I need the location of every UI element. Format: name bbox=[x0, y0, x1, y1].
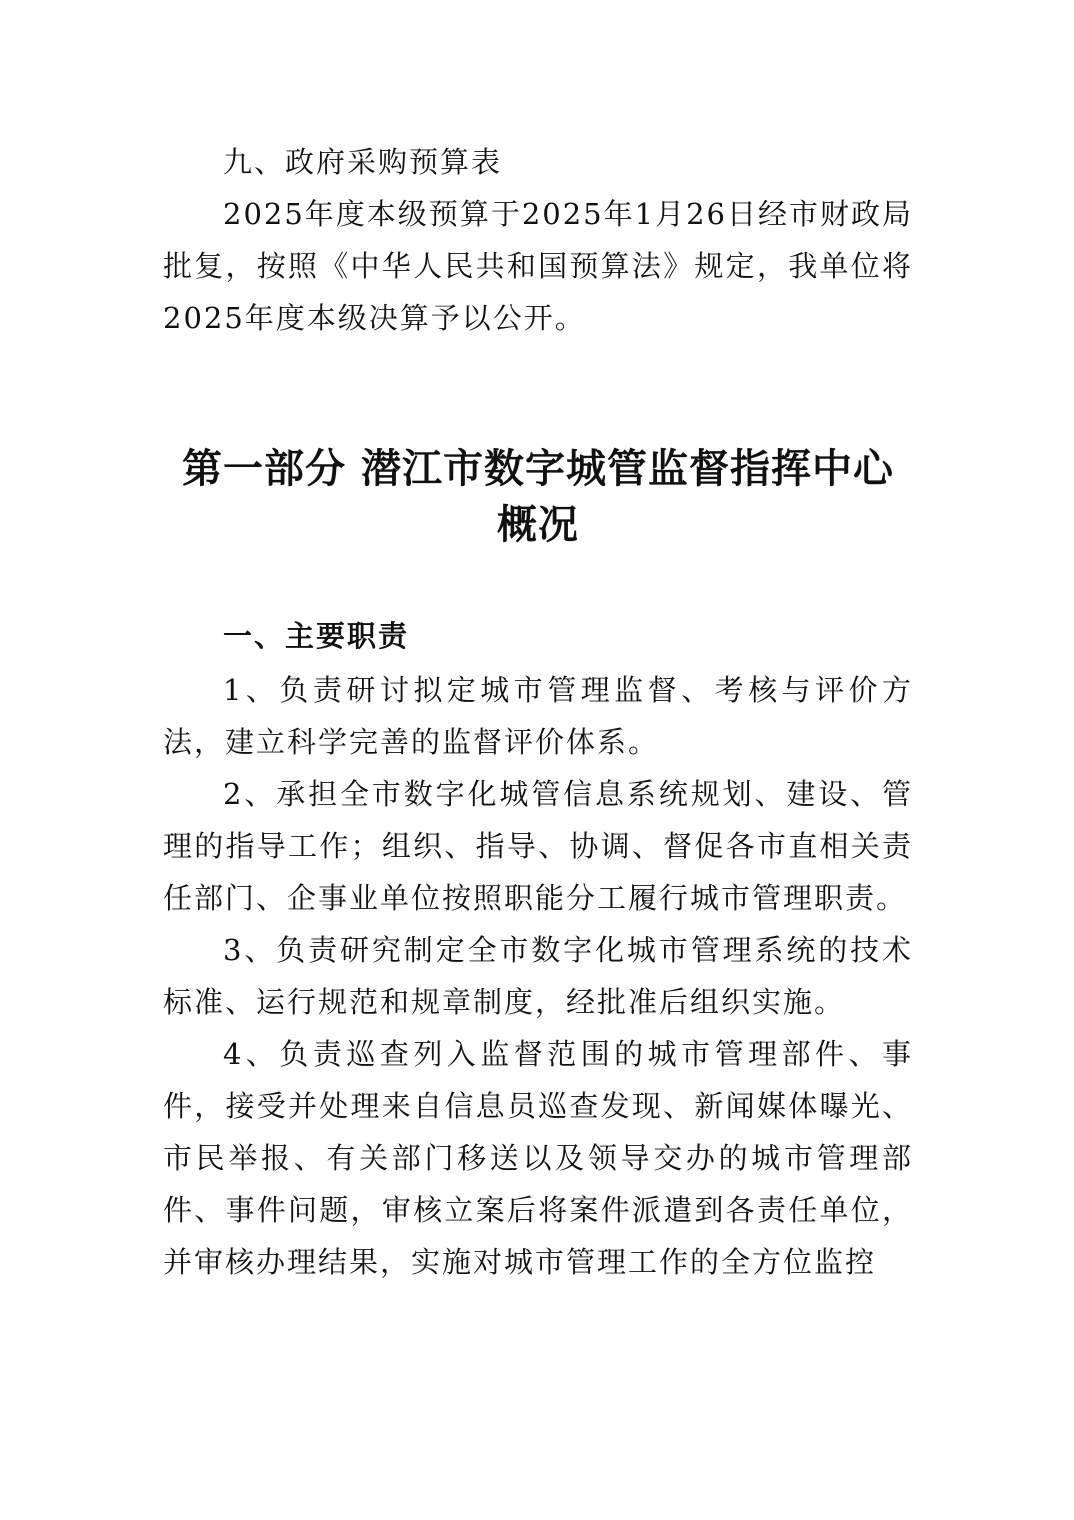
duty-item-1: 1、负责研讨拟定城市管理监督、考核与评价方法，建立科学完善的监督评价体系。 bbox=[163, 673, 913, 759]
intro-paragraph: 2025年度本级预算于2025年1月26日经市财政局批复，按照《中华人民共和国预算法》规定，我单位将2025年度本级决算予以公开。 bbox=[163, 197, 913, 335]
section-heading-main-duties: 一、主要职责 bbox=[223, 619, 410, 653]
part-one-title: 第一部分 潜江市数字城管监督指挥中心概况 bbox=[182, 445, 894, 548]
duties-list bbox=[163, 664, 913, 1288]
duty-item-2: 2、承担全市数字化城管信息系统规划、建设、管理的指导工作；组织、指导、协调、督促各市直相关责任部门、企事业单位按照职能分工履行城市管理职责。 bbox=[163, 777, 913, 915]
duty-item-4: 4、负责巡查列入监督范围的城市管理部件、事件，接受并处理来自信息员巡查发现、新闻媒体曝光、市民举报、有关部门移送以及领导交办的城市管理部件、事件问题，审核立案后将案件派遣到各责任单位，并审核办理结果，实施对城市管理工作的全方位监控 bbox=[163, 1037, 913, 1279]
duty-item-3: 3、负责研究制定全市数字化城市管理系统的技术标准、运行规范和规章制度，经批准后组织实施。 bbox=[163, 933, 913, 1019]
toc-item-procurement-budget: 九、政府采购预算表 bbox=[223, 145, 503, 179]
